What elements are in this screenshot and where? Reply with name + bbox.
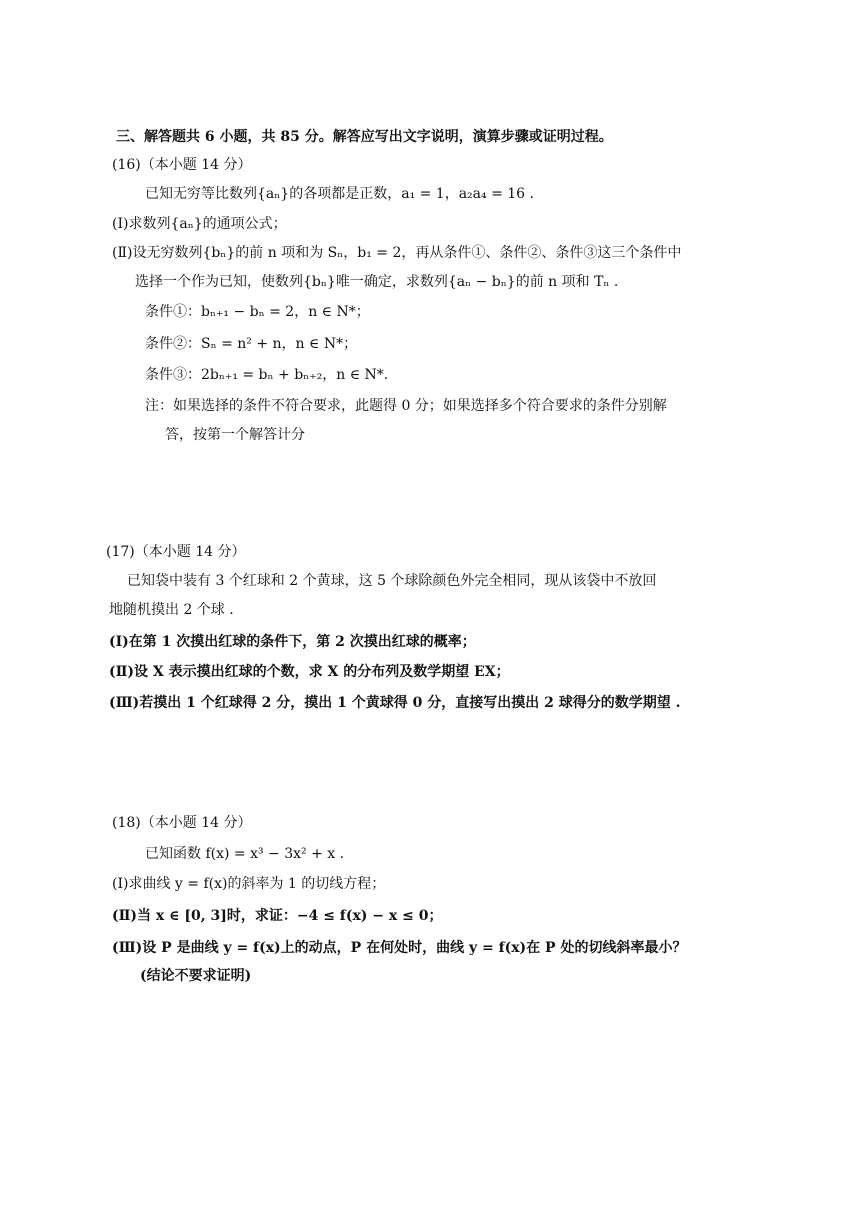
q16-condition-3: 条件③：2bₙ₊₁ = bₙ + bₙ₊₂，n ∈ N*. bbox=[145, 367, 389, 383]
q16-part2-line1: (Ⅱ)设无穷数列{bₙ}的前 n 项和为 Sₙ，b₁ = 2，再从条件①、条件②、条件③这三个条件中 bbox=[112, 245, 682, 261]
q17-stem-line1: 已知袋中装有 3 个红球和 2 个黄球，这 5 个球除颜色外完全相同，现从该袋中不放回 bbox=[127, 573, 657, 589]
q17-stem-line2: 地随机摸出 2 个球 . bbox=[109, 602, 234, 618]
q16-note-line1: 注：如果选择的条件不符合要求，此题得 0 分；如果选择多个符合要求的条件分别解 bbox=[145, 398, 667, 414]
q18-title: (18)（本小题 14 分） bbox=[112, 815, 252, 831]
q16-stem: 已知无穷等比数列{aₙ}的各项都是正数，a₁ = 1，a₂a₄ = 16 . bbox=[145, 186, 534, 202]
q17-part1: (Ⅰ)在第 1 次摸出红球的条件下，第 2 次摸出红球的概率； bbox=[109, 634, 476, 650]
q16-title: (16)（本小题 14 分） bbox=[112, 157, 252, 173]
q18-part2: (Ⅱ)当 x ∈ [0, 3]时，求证：−4 ≤ f(x) − x ≤ 0； bbox=[112, 908, 443, 924]
q18-remark: (结论不要求证明) bbox=[140, 968, 252, 984]
q16-note-line2: 答，按第一个解答计分 bbox=[165, 427, 305, 443]
q16-part1: (Ⅰ)求数列{aₙ}的通项公式； bbox=[112, 216, 287, 232]
q17-title: (17)（本小题 14 分） bbox=[106, 544, 246, 560]
q17-part3: (Ⅲ)若摸出 1 个红球得 2 分，摸出 1 个黄球得 0 分，直接写出摸出 2 球得分的数学期望 . bbox=[109, 695, 681, 711]
q16-condition-2: 条件②：Sₙ = n² + n，n ∈ N*； bbox=[145, 336, 358, 352]
q16-part2-line2: 选择一个作为已知，使数列{bₙ}唯一确定，求数列{aₙ − bₙ}的前 n 项和 Tₙ . bbox=[135, 274, 619, 290]
q18-stem: 已知函数 f(x) = x³ − 3x² + x . bbox=[145, 846, 345, 862]
q18-part1: (Ⅰ)求曲线 y = f(x)的斜率为 1 的切线方程； bbox=[112, 876, 386, 892]
q18-part3: (Ⅲ)设 P 是曲线 y = f(x)上的动点，P 在何处时，曲线 y = f(x)在 P 处的切线斜率最小？ bbox=[112, 940, 687, 956]
section-header: 三、解答题共 6 小题，共 85 分。解答应写出文字说明，演算步骤或证明过程。 bbox=[116, 129, 613, 145]
q17-part2: (Ⅱ)设 X 表示摸出红球的个数，求 X 的分布列及数学期望 EX； bbox=[109, 664, 510, 680]
q16-condition-1: 条件①：bₙ₊₁ − bₙ = 2，n ∈ N*； bbox=[145, 304, 370, 320]
